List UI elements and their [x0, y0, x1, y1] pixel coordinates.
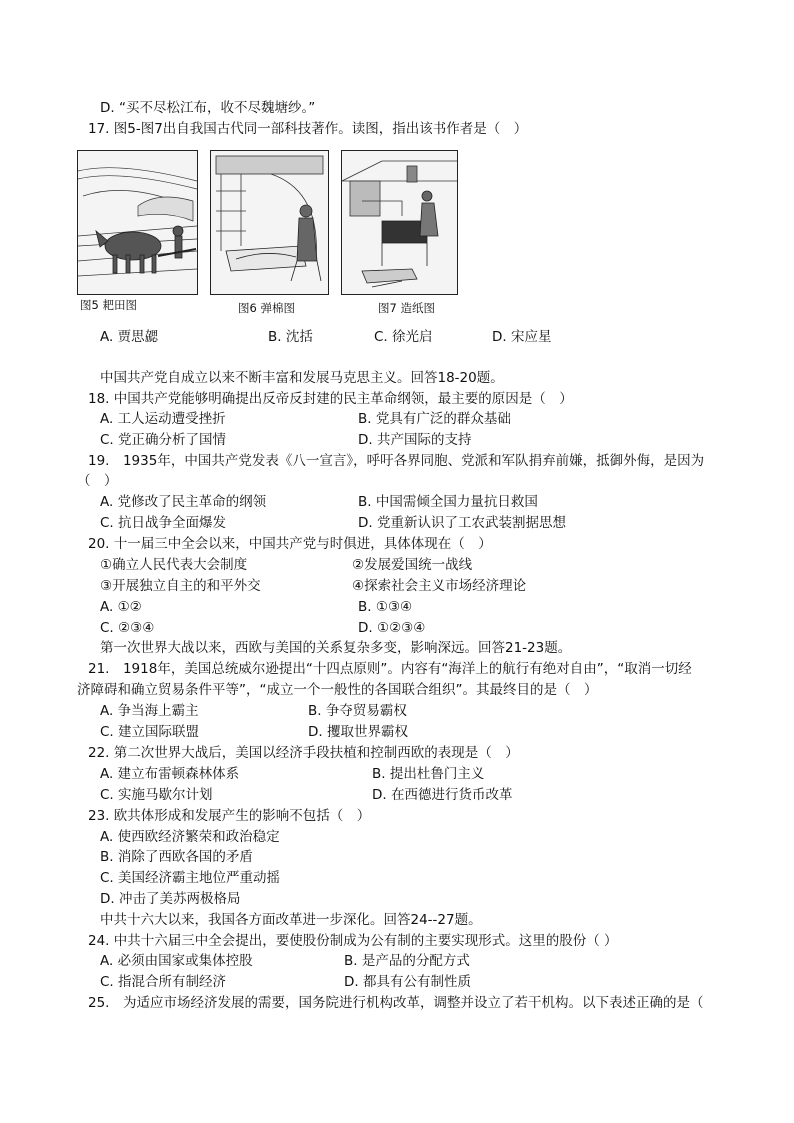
- q19-option-b: B. 中国需倾全国力量抗日救国: [358, 494, 538, 510]
- q18-option-d: D. 共产国际的支持: [358, 432, 472, 448]
- question-23: 23. 欧共体形成和发展产生的影响不包括（ ）: [88, 808, 371, 824]
- q22-option-b: B. 提出杜鲁门主义: [372, 766, 485, 782]
- question-17: 17. 图5-图7出自我国古代同一部科技著作。读图，指出该书作者是（ ）: [88, 121, 528, 137]
- intro-21-23: 第一次世界大战以来，西欧与美国的关系复杂多变，影响深远。回答21-23题。: [100, 640, 572, 656]
- q19-option-a: A. 党修改了民主革命的纲领: [100, 494, 267, 510]
- intro-24-27: 中共十六大以来，我国各方面改革进一步深化。回答24--27题。: [100, 912, 482, 928]
- q23-option-c: C. 美国经济霸主地位严重动摇: [100, 870, 281, 886]
- figure-7-caption: 图7 造纸图: [378, 301, 435, 315]
- q24-option-d: D. 都具有公有制性质: [344, 974, 471, 990]
- question-21-line2: 济障碍和确立贸易条件平等”，“成立一个一般性的各国联合组织”。其最终目的是（ ）: [77, 682, 598, 698]
- question-19-line2: （ ）: [77, 473, 118, 489]
- figure-5-caption: 图5 耙田图: [80, 298, 137, 312]
- q18-option-c: C. 党正确分析了国情: [100, 432, 227, 448]
- figure-5-plowing-illustration: [77, 150, 198, 295]
- q23-option-b: B. 消除了西欧各国的矛盾: [100, 849, 253, 865]
- prev-option-d: D. “买不尽松江布，收不尽魏塘纱。”: [100, 100, 316, 116]
- q21-option-d: D. 攫取世界霸权: [308, 724, 408, 740]
- q20-item-4: ④探索社会主义市场经济理论: [352, 578, 527, 594]
- q17-option-a: A. 贾思勰: [100, 329, 159, 345]
- q20-item-1: ①确立人民代表大会制度: [100, 557, 248, 573]
- intro-18-20: 中国共产党自成立以来不断丰富和发展马克思主义。回答18-20题。: [100, 370, 504, 386]
- q21-option-a: A. 争当海上霸主: [100, 703, 199, 719]
- q24-option-a: A. 必须由国家或集体控股: [100, 953, 253, 969]
- question-19-line1: 19. 1935年，中国共产党发表《八一宣言》，呼吁各界同胞、党派和军队捐弃前嫌，抵御外侮，是因为: [88, 453, 705, 469]
- question-21-line1: 21. 1918年，美国总统威尔逊提出“十四点原则”。内容有“海洋上的航行有绝对自由”，“取消一切经: [88, 661, 692, 677]
- q23-option-d: D. 冲击了美苏两极格局: [100, 891, 241, 907]
- q17-option-b: B. 沈括: [268, 329, 313, 345]
- q21-option-b: B. 争夺贸易霸权: [308, 703, 407, 719]
- q20-option-b: B. ①③④: [358, 599, 413, 615]
- question-25: 25. 为适应市场经济发展的需要，国务院进行机构改革，调整并设立了若干机构。以下表述正确的是（: [88, 995, 704, 1011]
- figure-6-caption: 图6 弹棉图: [238, 301, 295, 315]
- q17-option-c: C. 徐光启: [374, 329, 433, 345]
- q20-item-2: ②发展爱国统一战线: [352, 557, 473, 573]
- q20-option-d: D. ①②③④: [358, 620, 426, 636]
- question-18: 18. 中国共产党能够明确提出反帝反封建的民主革命纲领，最主要的原因是（ ）: [88, 391, 573, 407]
- q17-option-d: D. 宋应星: [492, 329, 552, 345]
- q22-option-c: C. 实施马歇尔计划: [100, 787, 213, 803]
- question-22: 22. 第二次世界大战后，美国以经济手段扶植和控制西欧的表现是（ ）: [88, 745, 519, 761]
- q18-option-a: A. 工人运动遭受挫折: [100, 411, 226, 427]
- q20-option-c: C. ②③④: [100, 620, 155, 636]
- q22-option-a: A. 建立布雷顿森林体系: [100, 766, 240, 782]
- q19-option-c: C. 抗日战争全面爆发: [100, 515, 227, 531]
- q24-option-c: C. 指混合所有制经济: [100, 974, 227, 990]
- q24-option-b: B. 是产品的分配方式: [344, 953, 470, 969]
- q23-option-a: A. 使西欧经济繁荣和政治稳定: [100, 829, 280, 845]
- question-24: 24. 中共十六届三中全会提出，要使股份制成为公有制的主要实现形式。这里的股份（ ）: [88, 933, 618, 949]
- q20-option-a: A. ①②: [100, 599, 142, 615]
- question-20: 20. 十一届三中全会以来，中国共产党与时俱进，具体体现在（ ）: [88, 536, 492, 552]
- q19-option-d: D. 党重新认识了工农武装割据思想: [358, 515, 566, 531]
- q21-option-c: C. 建立国际联盟: [100, 724, 200, 740]
- figure-7-papermaking-illustration: [341, 150, 458, 295]
- figure-6-cotton-bowing-illustration: [210, 150, 329, 295]
- q22-option-d: D. 在西德进行货币改革: [372, 787, 513, 803]
- q18-option-b: B. 党具有广泛的群众基础: [358, 411, 511, 427]
- q20-item-3: ③开展独立自主的和平外交: [100, 578, 261, 594]
